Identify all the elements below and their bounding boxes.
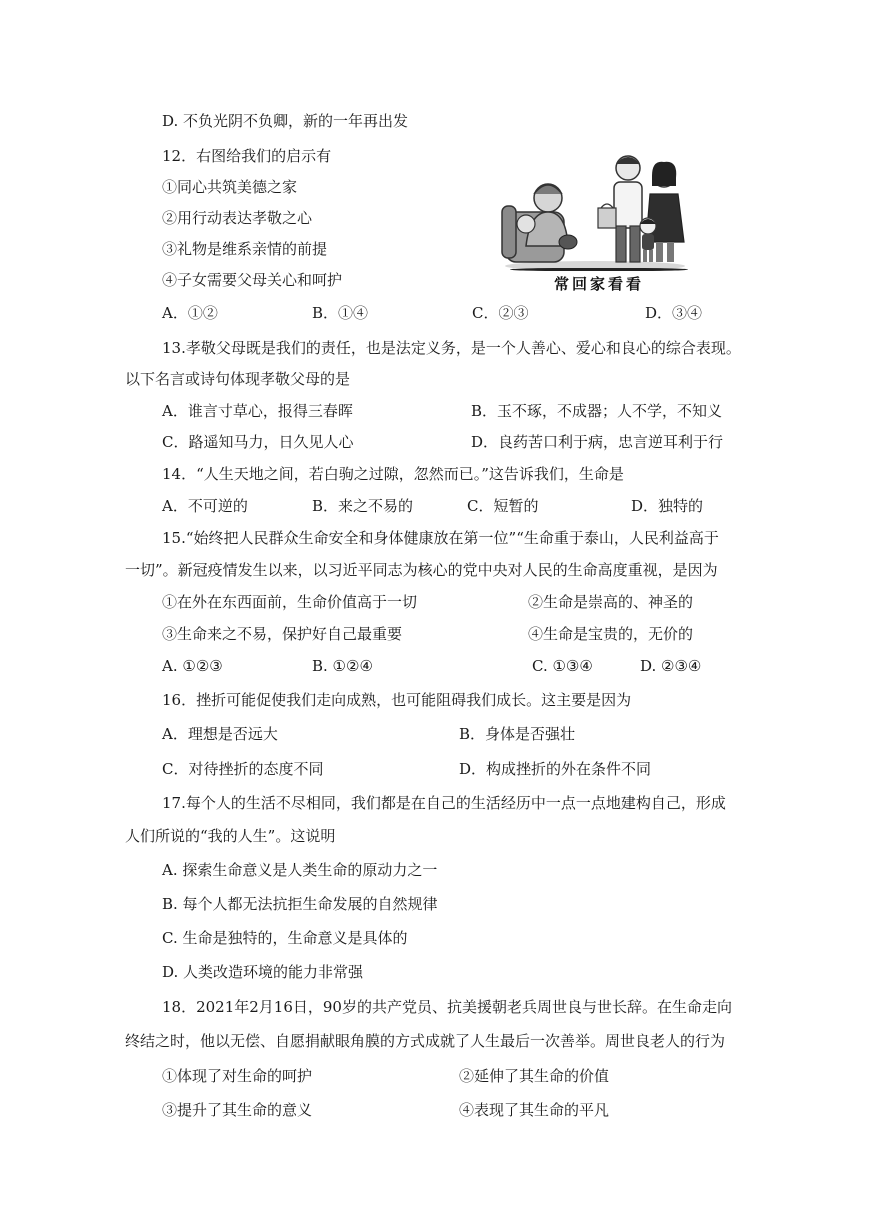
q12-option-b: B．①④: [312, 304, 369, 322]
q16-option-d: D．构成挫折的外在条件不同: [459, 760, 652, 778]
q12-item-4: ④子女需要父母关心和呵护: [162, 271, 343, 289]
q15-stem-line-2: 一切”。新冠疫情发生以来，以习近平同志为核心的党中央对人民的生命高度重视，是因为: [125, 561, 718, 579]
q17-option-b: B. 每个人都无法抗拒生命发展的自然规律: [162, 895, 438, 913]
q13-option-c: C．路遥知马力，日久见人心: [162, 433, 354, 451]
q13-stem-line-1: 13.孝敬父母既是我们的责任，也是法定义务，是一个人善心、爱心和良心的综合表现。: [162, 339, 741, 357]
q15-item-4: ④生命是宝贵的，无价的: [528, 625, 694, 643]
q17-option-a: A. 探索生命意义是人类生命的原动力之一: [162, 861, 438, 879]
q12-item-3: ③礼物是维系亲情的前提: [162, 240, 328, 258]
q14-stem: 14．“人生天地之间，若白驹之过隙，忽然而已。”这告诉我们，生命是: [162, 465, 624, 483]
q18-stem-line-2: 终结之时，他以无偿、自愿捐献眼角膜的方式成就了人生最后一次善举。周世良老人的行为: [125, 1032, 726, 1050]
q14-option-c: C．短暂的: [467, 497, 539, 515]
q15-item-3: ③生命来之不易，保护好自己最重要: [162, 625, 403, 643]
q12-option-d: D．③④: [645, 304, 703, 322]
q13-option-d: D．良药苦口利于病，忠言逆耳利于行: [471, 433, 724, 451]
q17-option-d: D. 人类改造环境的能力非常强: [162, 963, 364, 981]
q18-stem-line-1: 18．2021年2月16日，90岁的共产党员、抗美援朝老兵周世良与世长辞。在生命走向: [162, 998, 732, 1016]
q15-stem-line-1: 15.“始终把人民群众生命安全和身体健康放在第一位”“生命重于泰山，人民利益高于: [162, 529, 719, 547]
q17-option-c: C. 生命是独特的，生命意义是具体的: [162, 929, 408, 947]
q15-item-2: ②生命是崇高的、神圣的: [528, 593, 694, 611]
family-illustration-icon: [500, 146, 698, 270]
q12-item-2: ②用行动表达孝敬之心: [162, 209, 313, 227]
q13-option-b: B．玉不琢，不成器；人不学，不知义: [471, 402, 723, 420]
q15-option-c: C. ①③④: [532, 657, 593, 675]
q17-stem-line-1: 17.每个人的生活不尽相同，我们都是在自己的生活经历中一点一点地建构自己，形成: [162, 794, 726, 812]
q17-stem-line-2: 人们所说的“我的人生”。这说明: [125, 827, 336, 845]
q14-option-b: B．来之不易的: [312, 497, 414, 515]
q12-stem: 12．右图给我们的启示有: [162, 147, 332, 165]
q11-option-d: D. 不负光阴不负卿，新的一年再出发: [162, 112, 409, 130]
q15-item-1: ①在外在东西面前，生命价值高于一切: [162, 593, 418, 611]
family-visit-illustration: [500, 146, 698, 298]
q16-option-c: C．对待挫折的态度不同: [162, 760, 324, 778]
q14-option-d: D．独特的: [631, 497, 704, 515]
q18-item-4: ④表现了其生命的平凡: [459, 1101, 610, 1119]
q18-item-1: ①体现了对生命的呵护: [162, 1067, 313, 1085]
q12-option-c: C．②③: [472, 304, 529, 322]
q15-option-a: A. ①②③: [162, 657, 223, 675]
q15-option-d: D. ②③④: [640, 657, 702, 675]
q15-option-b: B. ①②④: [312, 657, 373, 675]
figure-caption: 常回家看看: [500, 268, 698, 298]
q12-item-1: ①同心共筑美德之家: [162, 178, 298, 196]
q18-item-2: ②延伸了其生命的价值: [459, 1067, 610, 1085]
q16-option-b: B．身体是否强壮: [459, 725, 576, 743]
q16-stem: 16．挫折可能促使我们走向成熟，也可能阻碍我们成长。这主要是因为: [162, 691, 632, 709]
q13-stem-line-2: 以下名言或诗句体现孝敬父母的是: [125, 370, 351, 388]
q14-option-a: A．不可逆的: [162, 497, 248, 515]
q12-option-a: A．①②: [162, 304, 218, 322]
q13-option-a: A．谁言寸草心，报得三春晖: [162, 402, 353, 420]
q18-item-3: ③提升了其生命的意义: [162, 1101, 313, 1119]
q16-option-a: A．理想是否远大: [162, 725, 278, 743]
